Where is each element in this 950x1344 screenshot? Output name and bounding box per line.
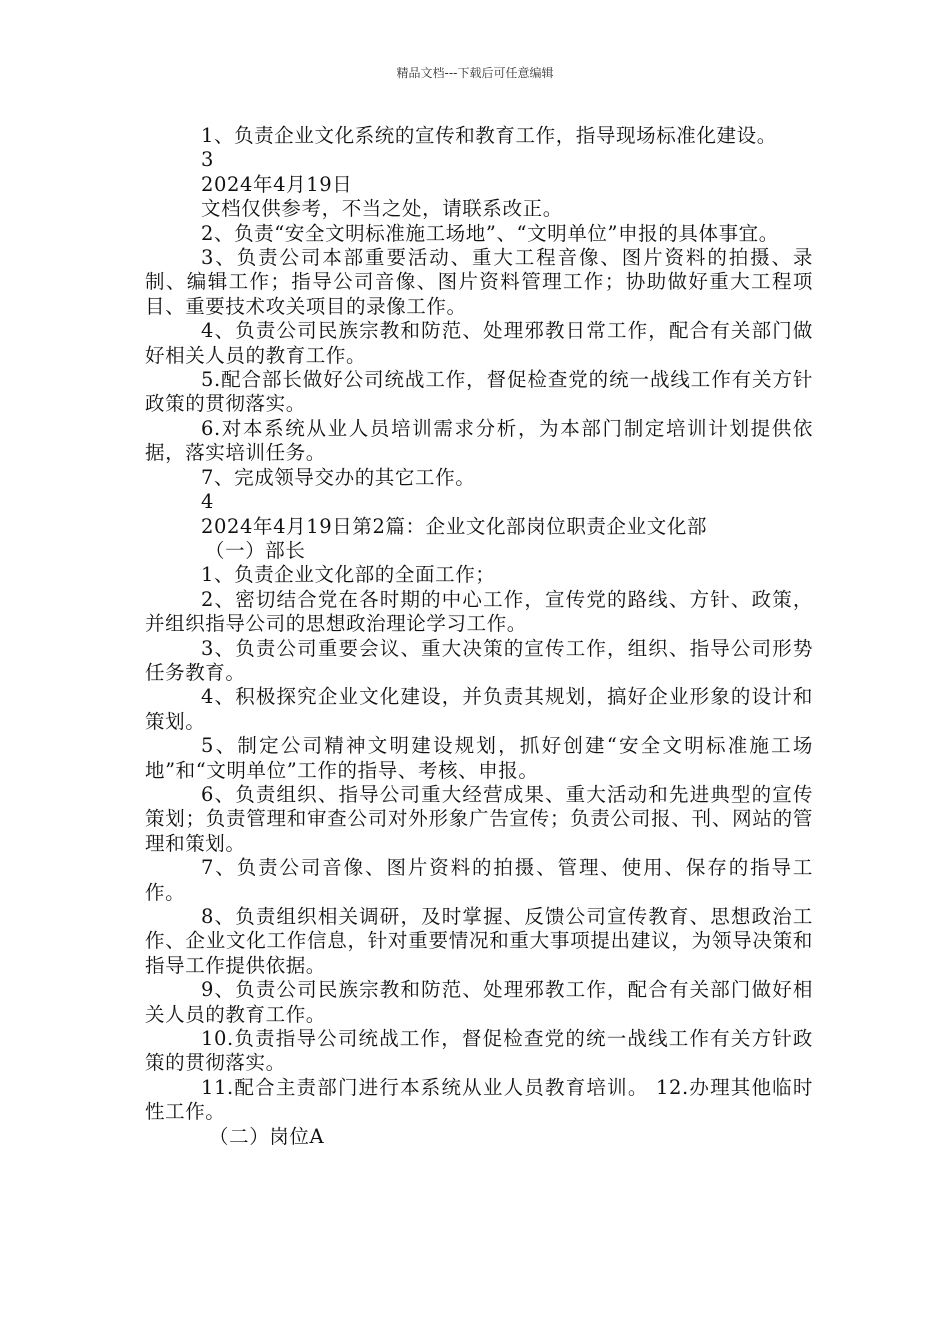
paragraph: 6.对本系统从业人员培训需求分析，为本部门制定培训计划提供依据，落实培训任务。 — [145, 416, 813, 465]
page-header: 精品文档---下载后可任意编辑 — [396, 66, 554, 80]
page-number: 4 — [201, 490, 215, 514]
section-heading: （二）岗位A — [209, 1124, 325, 1148]
paragraph: 9、负责公司民族宗教和防范、处理邪教工作，配合有关部门做好相关人员的教育工作。 — [145, 978, 813, 1026]
paragraph: 8、负责组织相关调研，及时掌握、反馈公司宣传教育、思想政治工作、企业文化工作信息，针对重要情况和重大事项提出建议，为领导决策和指导工作提供依据。 — [145, 905, 813, 977]
date-title-line: 2024年4月19日第2篇：企业文化部岗位职责企业文化部 — [201, 514, 708, 538]
paragraph: 2、负责“安全文明标准施工场地”、“文明单位”申报的具体事宜。 — [201, 221, 779, 245]
paragraph: 11.配合主责部门进行本系统从业人员教育培训。 12.办理其他临时性工作。 — [145, 1075, 813, 1124]
paragraph: 3、负责公司重要会议、重大决策的宣传工作，组织、指导公司形势任务教育。 — [145, 636, 813, 684]
page-number: 3 — [201, 148, 215, 172]
paragraph: 10.负责指导公司统战工作，督促检查党的统一战线工作有关方针政策的贯彻落实。 — [145, 1027, 813, 1075]
paragraph: 5.配合部长做好公司统战工作，督促检查党的统一战线工作有关方针政策的贯彻落实。 — [145, 368, 813, 416]
paragraph: 5、制定公司精神文明建设规划，抓好创建“安全文明标准施工场地”和“文明单位”工作的指导、考核、申报。 — [145, 734, 813, 782]
paragraph: 3、负责公司本部重要活动、重大工程音像、图片资料的拍摄、录制、编辑工作；指导公司音像、图片资料管理工作；协助做好重大工程项目、重要技术攻关项目的录像工作。 — [145, 246, 813, 318]
paragraph: 1、负责企业文化部的全面工作； — [201, 563, 496, 587]
date-line: 2024年4月19日 — [201, 172, 353, 196]
disclaimer: 文档仅供参考，不当之处，请联系改正。 — [201, 197, 563, 221]
paragraph: 4、负责公司民族宗教和防范、处理邪教日常工作，配合有关部门做好相关人员的教育工作。 — [145, 319, 813, 367]
paragraph: 7、负责公司音像、图片资料的拍摄、管理、使用、保存的指导工作。 — [145, 856, 813, 904]
paragraph: 6、负责组织、指导公司重大经营成果、重大活动和先进典型的宣传策划；负责管理和审查公司对外形象广告宣传；负责公司报、刊、网站的管理和策划。 — [145, 782, 813, 855]
paragraph: 4、积极探究企业文化建设，并负责其规划，搞好企业形象的设计和策划。 — [145, 685, 813, 733]
document-body — [145, 124, 813, 1149]
paragraph: 7、完成领导交办的其它工作。 — [201, 465, 476, 489]
paragraph: 2、密切结合党在各时期的中心工作，宣传党的路线、方针、政策，并组织指导公司的思想政治理论学习工作。 — [145, 587, 813, 636]
paragraph: 1、负责企业文化系统的宣传和教育工作，指导现场标准化建设。 — [201, 124, 777, 147]
section-heading: （一）部长 — [205, 538, 306, 562]
